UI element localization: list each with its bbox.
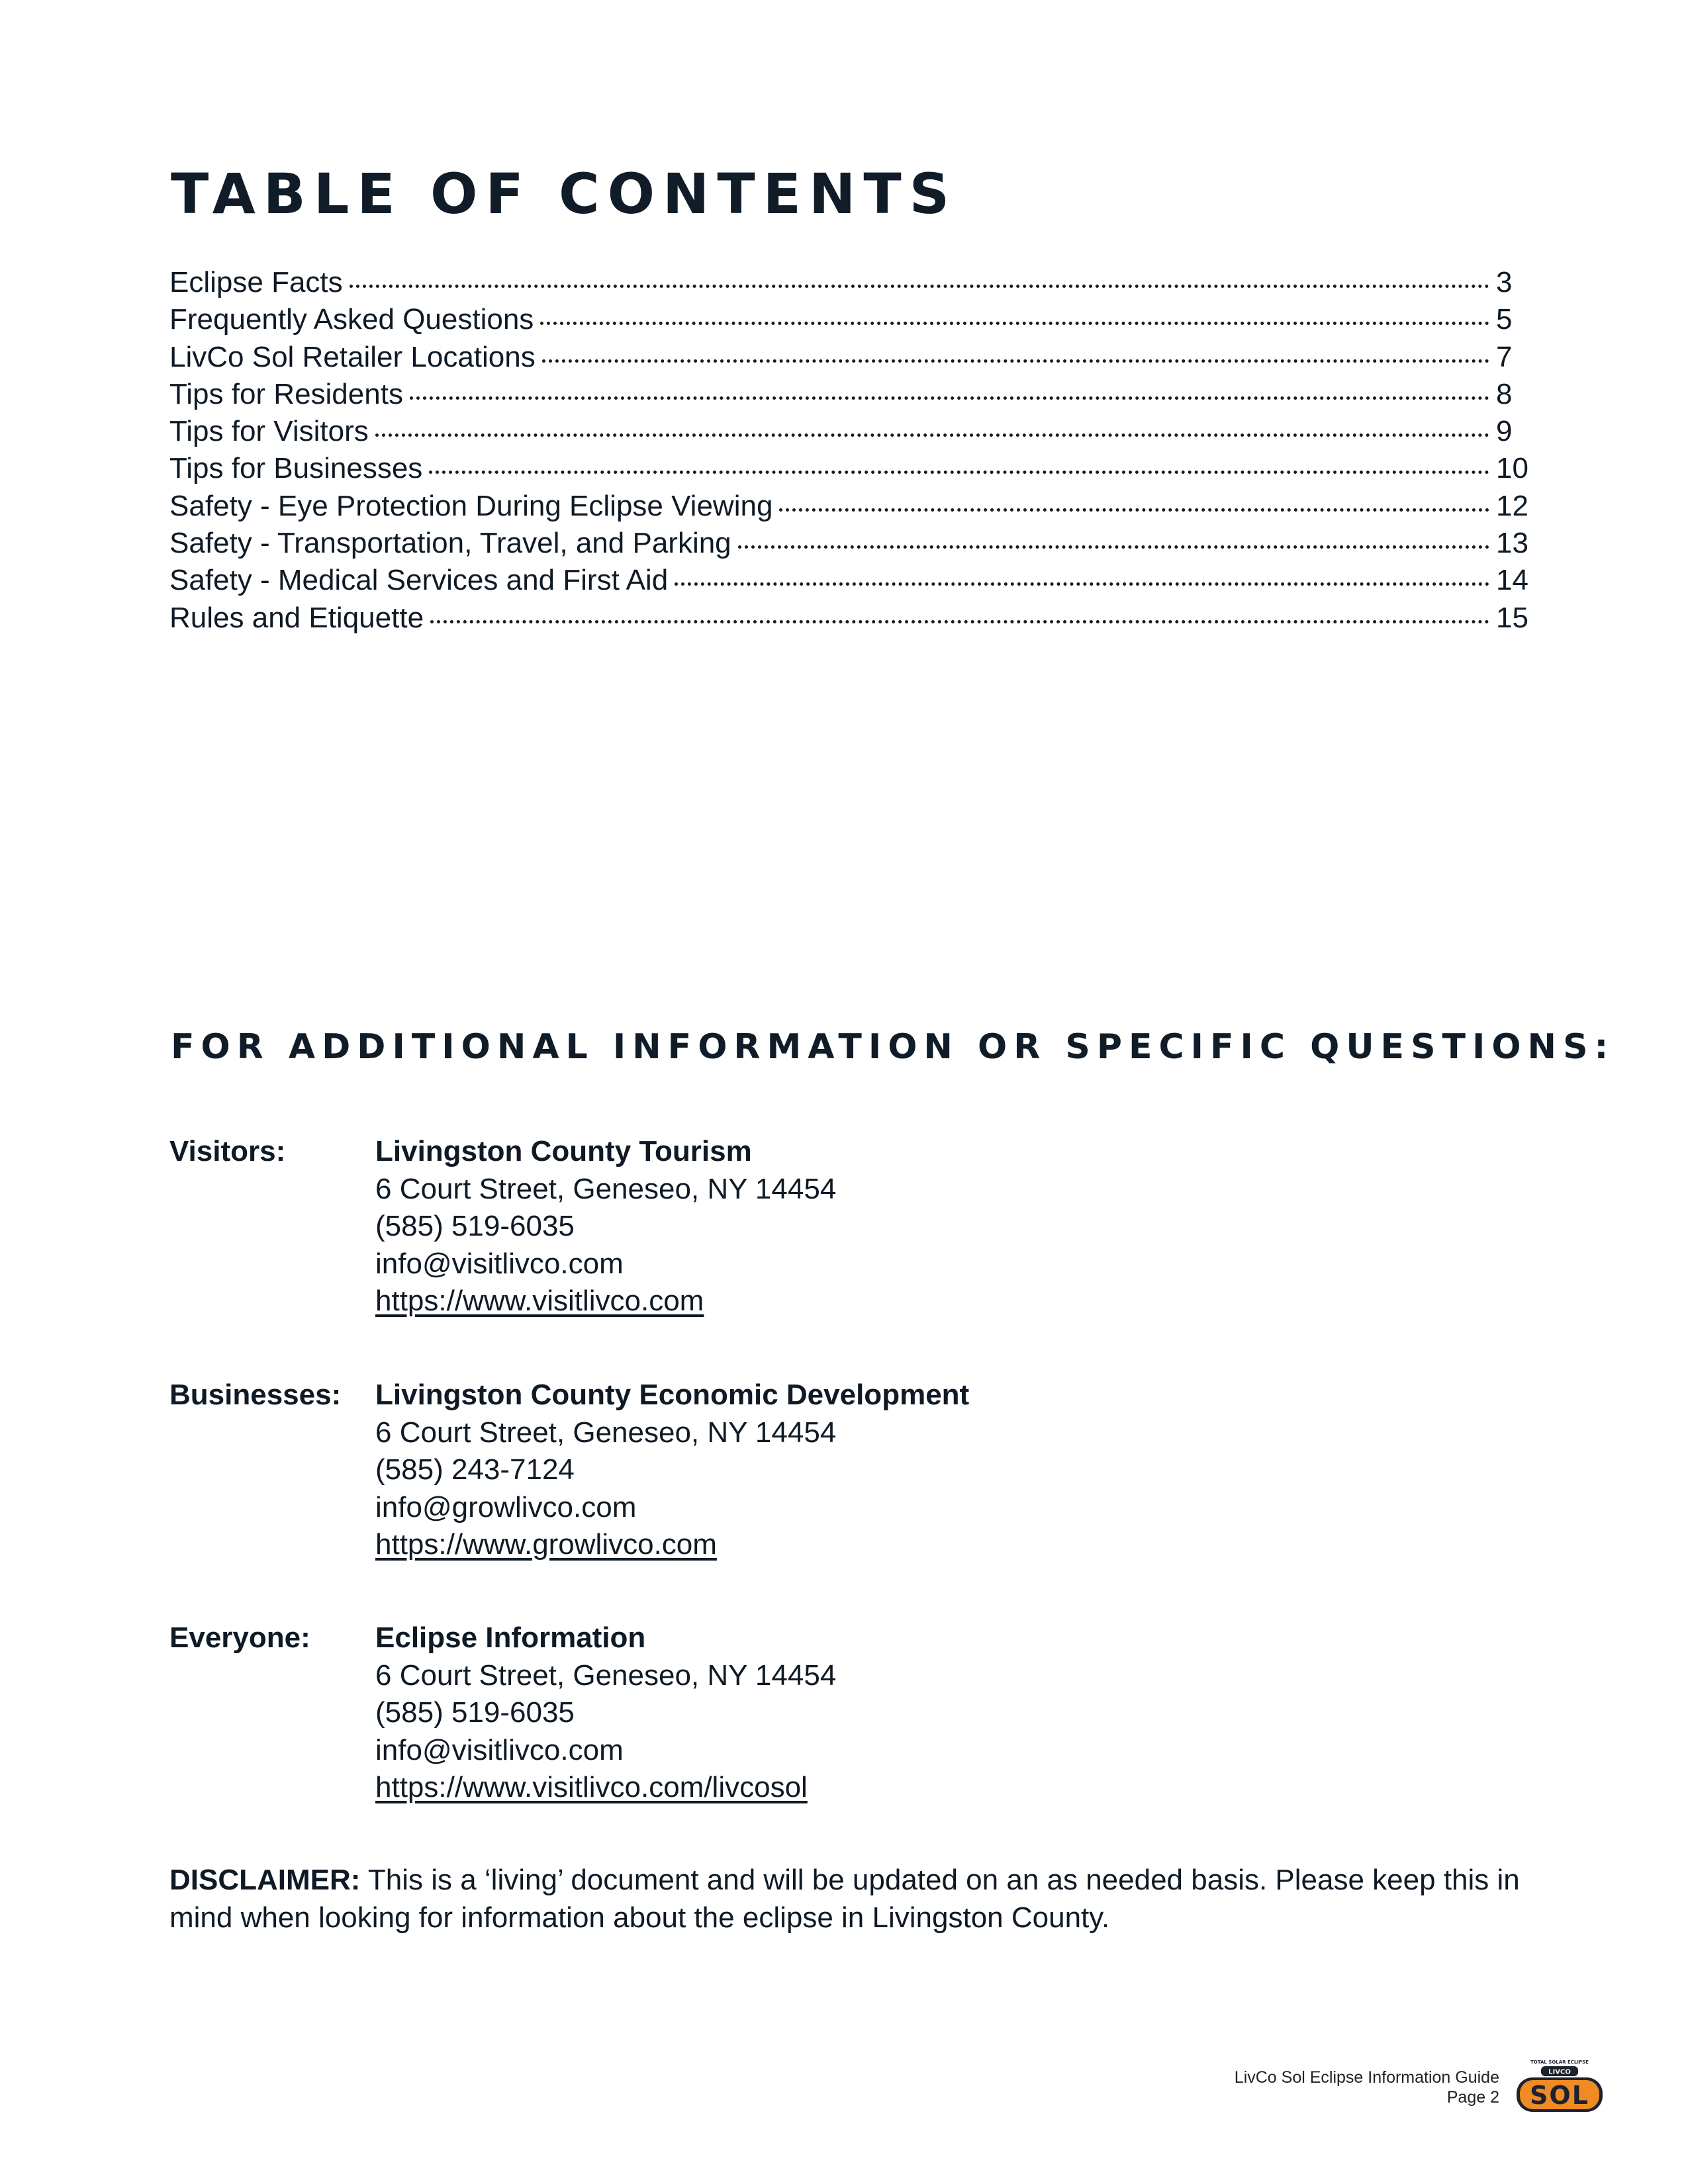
disclaimer-label: DISCLAIMER: xyxy=(169,1864,361,1896)
toc-entry-label: Safety - Eye Protection During Eclipse Viewing xyxy=(169,489,773,522)
toc-entry-page: 3 xyxy=(1496,266,1513,298)
additional-info-title: FOR ADDITIONAL INFORMATION OR SPECIFIC QUESTIONS: xyxy=(171,1027,1615,1067)
toc-entry-page: 8 xyxy=(1496,377,1513,410)
toc-leader-dots xyxy=(675,582,1489,586)
logo-main-word: SOL xyxy=(1530,2081,1589,2110)
contact-details xyxy=(375,1133,836,1320)
toc-entry-label: Frequently Asked Questions xyxy=(169,303,534,336)
contact-organization: Eclipse Information xyxy=(375,1621,646,1654)
toc-entry[interactable] xyxy=(169,488,1528,525)
toc-entry-label: Safety - Medical Services and First Aid xyxy=(169,564,669,597)
footer-page-number: Page 2 xyxy=(1446,2088,1499,2107)
toc-leader-dots xyxy=(375,433,1489,437)
logo-top-word: LIVCO xyxy=(1548,2068,1571,2076)
toc-entry[interactable] xyxy=(169,525,1528,562)
toc-leader-dots xyxy=(779,508,1489,512)
contact-address: 6 Court Street, Geneseo, NY 14454 xyxy=(375,1416,837,1449)
toc-entry-page: 5 xyxy=(1496,303,1513,336)
toc-leader-dots xyxy=(429,471,1489,474)
contact-label: Businesses: xyxy=(169,1379,342,1411)
contact-phone: (585) 519-6035 xyxy=(375,1696,575,1729)
toc-leader-dots xyxy=(350,285,1489,288)
contact-organization: Livingston County Tourism xyxy=(375,1135,752,1167)
contact-email: info@visitlivco.com xyxy=(375,1733,624,1766)
toc-title: TABLE OF CONTENTS xyxy=(171,161,958,226)
toc-entry[interactable] xyxy=(169,376,1528,413)
contact-email: info@growlivco.com xyxy=(375,1490,637,1524)
toc-entry-page: 10 xyxy=(1496,452,1528,485)
contact-address: 6 Court Street, Geneseo, NY 14454 xyxy=(375,1172,837,1205)
toc-entry[interactable] xyxy=(169,600,1528,637)
livco-sol-logo xyxy=(1513,2055,1607,2116)
toc-leader-dots xyxy=(738,545,1489,549)
toc-entry[interactable] xyxy=(169,562,1528,599)
contact-website-link[interactable]: https://www.growlivco.com xyxy=(375,1528,717,1561)
contact-details xyxy=(375,1619,836,1807)
toc-entry-label: Eclipse Facts xyxy=(169,266,343,298)
contact-website-link[interactable]: https://www.visitlivco.com/livcosol xyxy=(375,1771,808,1803)
contact-address: 6 Court Street, Geneseo, NY 14454 xyxy=(375,1659,837,1692)
disclaimer-text: This is a ‘living’ document and will be updated on an as needed basis. Please keep this in mind when looking for information about the eclipse in Livingston County. xyxy=(169,1864,1520,1934)
toc-entry-label: Safety - Transportation, Travel, and Parking xyxy=(169,527,731,560)
page-footer xyxy=(1235,2068,1499,2107)
toc-entry-label: LivCo Sol Retailer Locations xyxy=(169,340,536,373)
toc-entry-label: Tips for Visitors xyxy=(169,415,369,448)
contact-website-link[interactable]: https://www.visitlivco.com xyxy=(375,1285,704,1317)
toc-entry-page: 12 xyxy=(1496,489,1528,522)
toc-entry-page: 13 xyxy=(1496,527,1528,560)
toc-list xyxy=(169,264,1528,637)
logo-tagline: TOTAL SOLAR ECLIPSE xyxy=(1530,2060,1589,2065)
toc-entry[interactable] xyxy=(169,450,1528,487)
toc-leader-dots xyxy=(410,396,1489,400)
toc-entry-label: Tips for Businesses xyxy=(169,452,423,485)
toc-entry-page: 14 xyxy=(1496,564,1528,597)
toc-leader-dots xyxy=(540,322,1489,325)
contact-organization: Livingston County Economic Development xyxy=(375,1379,970,1411)
toc-entry-page: 7 xyxy=(1496,340,1513,373)
contact-details xyxy=(375,1377,969,1564)
toc-entry-label: Tips for Residents xyxy=(169,377,403,410)
disclaimer xyxy=(169,1861,1533,1936)
contact-phone: (585) 519-6035 xyxy=(375,1210,575,1242)
toc-entry-page: 15 xyxy=(1496,601,1528,634)
toc-entry[interactable] xyxy=(169,301,1528,338)
toc-entry[interactable] xyxy=(169,413,1528,450)
contact-label: Everyone: xyxy=(169,1621,310,1654)
toc-leader-dots xyxy=(430,620,1489,623)
toc-entry-label: Rules and Etiquette xyxy=(169,601,424,634)
toc-entry-page: 9 xyxy=(1496,415,1513,448)
footer-guide-title: LivCo Sol Eclipse Information Guide xyxy=(1234,2068,1499,2087)
toc-leader-dots xyxy=(542,359,1489,363)
contact-phone: (585) 243-7124 xyxy=(375,1453,575,1486)
toc-entry[interactable] xyxy=(169,264,1528,301)
contact-label: Visitors: xyxy=(169,1135,286,1167)
contact-email: info@visitlivco.com xyxy=(375,1247,624,1280)
toc-entry[interactable] xyxy=(169,339,1528,376)
